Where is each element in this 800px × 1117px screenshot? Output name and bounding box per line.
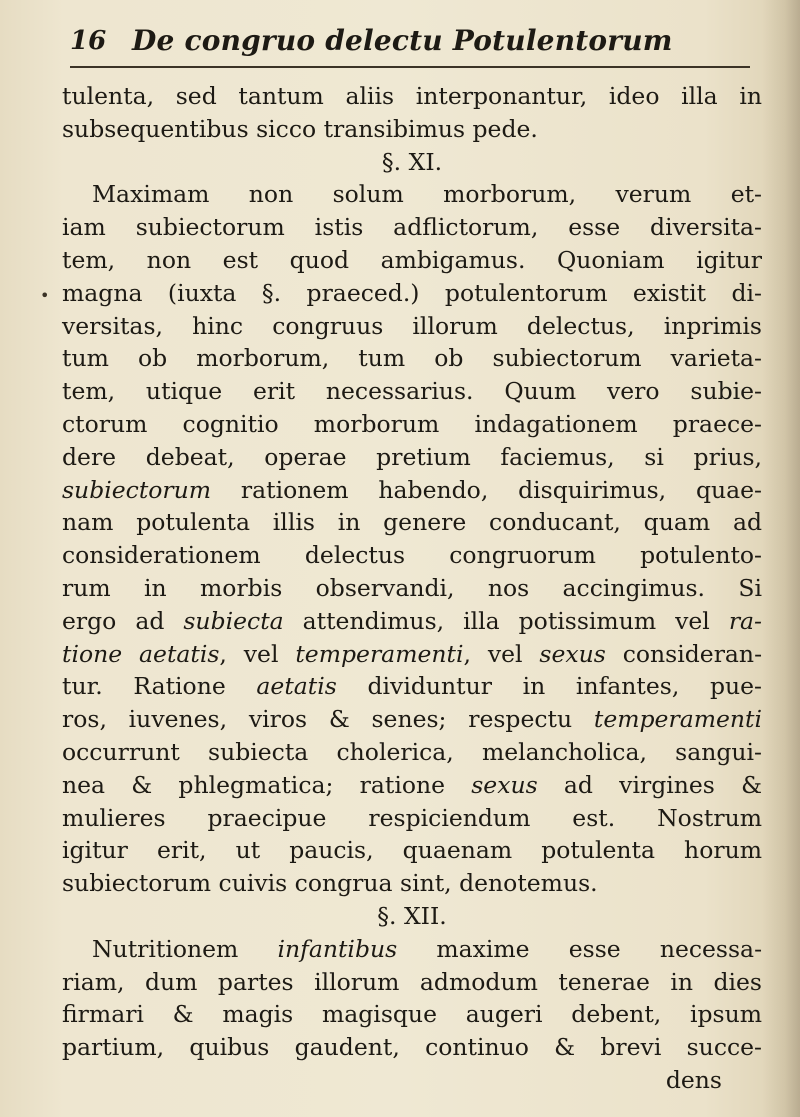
text-line: mulieres praecipue respiciendum est. Nostrum	[62, 803, 762, 832]
text-span: , vel	[219, 639, 296, 668]
text-line: tem, non est quod ambigamus. Quoniam igitur	[62, 245, 762, 274]
running-title: De congruo delectu Potulentorum	[132, 24, 673, 57]
text-span: ergo ad	[62, 606, 184, 635]
header-rule	[70, 66, 750, 68]
text-span: tur. Ratione	[62, 672, 257, 701]
italic-term: sexus	[539, 639, 606, 668]
text-line	[62, 703, 762, 736]
italic-term: infantibus	[277, 934, 398, 963]
text-span: ad virgines &	[537, 770, 762, 799]
italic-term: sexus	[471, 770, 538, 799]
italic-term: ra-	[728, 606, 762, 635]
text-line	[62, 605, 762, 638]
text-span: dividuntur in infantes, pue-	[336, 672, 762, 701]
body-text	[62, 80, 762, 1097]
text-span: , vel	[463, 639, 540, 668]
italic-term: temperamenti	[295, 639, 464, 668]
text-line: subsequentibus sicco transibimus pede.	[62, 114, 538, 143]
italic-term: tione aetatis	[62, 639, 220, 668]
page-number: 16	[70, 26, 107, 56]
text-line: partium, quibus gaudent, continuo & brevi succe-	[62, 1033, 762, 1062]
italic-term: subiectorum	[62, 475, 212, 504]
text-line: riam, dum partes illorum admodum tenerae in dies	[62, 967, 762, 996]
italic-term: subiecta	[183, 606, 284, 635]
text-span: consideran-	[605, 639, 763, 668]
text-span: nea & phlegmatica; ratione	[62, 770, 472, 799]
text-line: tem, utique erit necessarius. Quum vero subie-	[62, 377, 762, 406]
text-line: magna (iuxta §. praeced.) potulentorum existit di-	[62, 278, 762, 307]
text-span: rationem habendo, disquirimus, quae-	[211, 475, 762, 504]
text-line: igitur erit, ut paucis, quaenam potulenta horum	[62, 836, 762, 865]
section-heading: §. XI.	[381, 147, 443, 176]
page-header	[70, 18, 750, 64]
text-line	[62, 474, 762, 507]
text-line: occurrunt subiecta cholerica, melancholica, sangui-	[62, 737, 762, 766]
text-line: versitas, hinc congruus illorum delectus, inprimis	[62, 311, 762, 340]
text-line	[62, 933, 762, 966]
text-line: rum in morbis observandi, nos accingimus. Si	[62, 573, 762, 602]
text-line: firmari & magis magisque augeri debent, ipsum	[62, 1000, 762, 1029]
text-line: tum ob morborum, tum ob subiectorum varieta-	[62, 344, 762, 373]
page-fold-shadow	[762, 0, 800, 1117]
text-line: tulenta, sed tantum aliis interponantur, ideo illa in	[62, 82, 762, 110]
text-line: iam subiectorum istis adflictorum, esse diversita-	[62, 213, 762, 242]
text-line: considerationem delectus congruorum potulento-	[62, 541, 762, 570]
text-line	[62, 769, 762, 802]
catchword: dens	[665, 1065, 722, 1094]
text-line	[62, 670, 762, 703]
text-span: Nutritionem	[92, 934, 278, 963]
text-span: attendimus, illa potissimum vel	[283, 606, 729, 635]
text-line: ctorum cognitio morborum indagationem praece-	[62, 409, 762, 438]
text-line: Maximam non solum morborum, verum et-	[92, 180, 762, 209]
italic-term: aetatis	[256, 672, 337, 701]
text-line: dere debeat, operae pretium faciemus, si prius,	[62, 442, 762, 471]
text-line: subiectorum cuivis congrua sint, denotemus.	[62, 869, 598, 898]
text-span: ros, iuvenes, viros & senes; respectu	[62, 705, 594, 734]
text-span: maxime esse necessa-	[397, 934, 763, 963]
margin-mark: •	[40, 286, 50, 305]
text-line	[62, 638, 762, 671]
text-line: nam potulenta illis in genere conducant, quam ad	[62, 508, 762, 537]
section-heading: §. XII.	[377, 901, 447, 930]
italic-term: temperamenti	[593, 705, 762, 734]
